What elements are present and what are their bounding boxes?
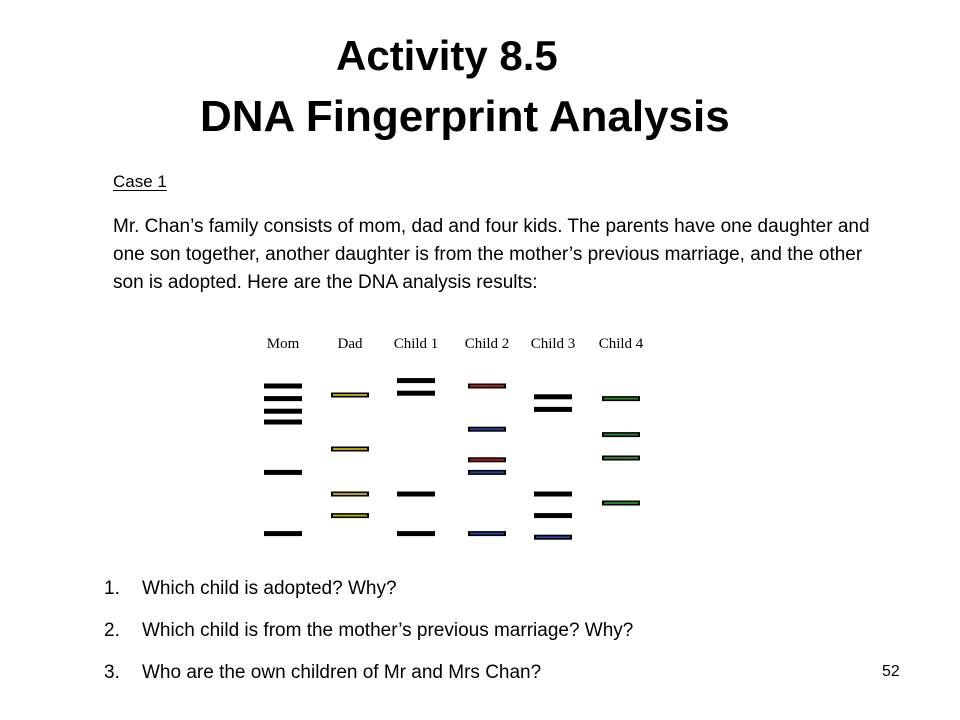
gel-band-tint	[604, 434, 638, 436]
lane-label: Dad	[337, 336, 363, 352]
question-text: Who are the own children of Mr and Mrs Chan?	[142, 662, 542, 683]
case-description: Mr. Chan’s family consists of mom, dad and four kids. The parents have one daughter and one son together, another daughter is from the mother’s previous marriage, and the other son is adopted. Here are the DNA analysis results:	[113, 216, 870, 293]
dna-gel-diagram	[240, 328, 670, 558]
gel-band	[264, 531, 302, 536]
gel-band-tint	[333, 394, 367, 396]
gel-band	[264, 409, 302, 414]
question-item	[104, 620, 633, 642]
gel-band-tint	[333, 493, 367, 495]
question-number: 3.	[104, 662, 120, 683]
title-line-1: Activity 8.5	[336, 32, 558, 79]
gel-band	[264, 420, 302, 425]
gel-band	[264, 470, 302, 475]
gel-band	[534, 492, 572, 497]
lane-label: Child 2	[464, 336, 510, 352]
gel-band-tint	[536, 536, 570, 538]
lane-label: Child 1	[393, 336, 439, 352]
lane-label: Child 4	[598, 336, 644, 352]
gel-band	[397, 378, 435, 383]
question-item	[104, 662, 633, 684]
gel-band-tint	[470, 471, 504, 473]
gel-band	[534, 407, 572, 412]
question-text: Which child is from the mother’s previous marriage? Why?	[142, 620, 634, 641]
gel-band-tint	[604, 502, 638, 504]
gel-band-tint	[470, 459, 504, 461]
gel-band	[397, 492, 435, 497]
gel-band	[264, 396, 302, 401]
gel-band-tint	[333, 448, 367, 450]
gel-band-tint	[604, 398, 638, 400]
page-number: 52	[882, 663, 900, 680]
gel-band-tint	[470, 428, 504, 430]
gel-band	[397, 391, 435, 396]
lane-label: Mom	[266, 336, 300, 352]
gel-band-tint	[470, 385, 504, 387]
gel-band-tint	[333, 515, 367, 517]
question-number: 2.	[104, 620, 120, 641]
question-list	[104, 578, 633, 704]
gel-band-tint	[470, 533, 504, 535]
title-line-2: DNA Fingerprint Analysis	[200, 92, 730, 141]
question-text: Which child is adopted? Why?	[142, 578, 397, 599]
question-item	[104, 578, 633, 600]
question-number: 1.	[104, 578, 120, 599]
gel-band	[534, 513, 572, 518]
gel-band	[534, 394, 572, 399]
gel-band-tint	[604, 457, 638, 459]
gel-band	[264, 384, 302, 389]
lane-label: Child 3	[530, 336, 576, 352]
case-label: Case 1	[113, 172, 167, 191]
gel-band	[397, 531, 435, 536]
